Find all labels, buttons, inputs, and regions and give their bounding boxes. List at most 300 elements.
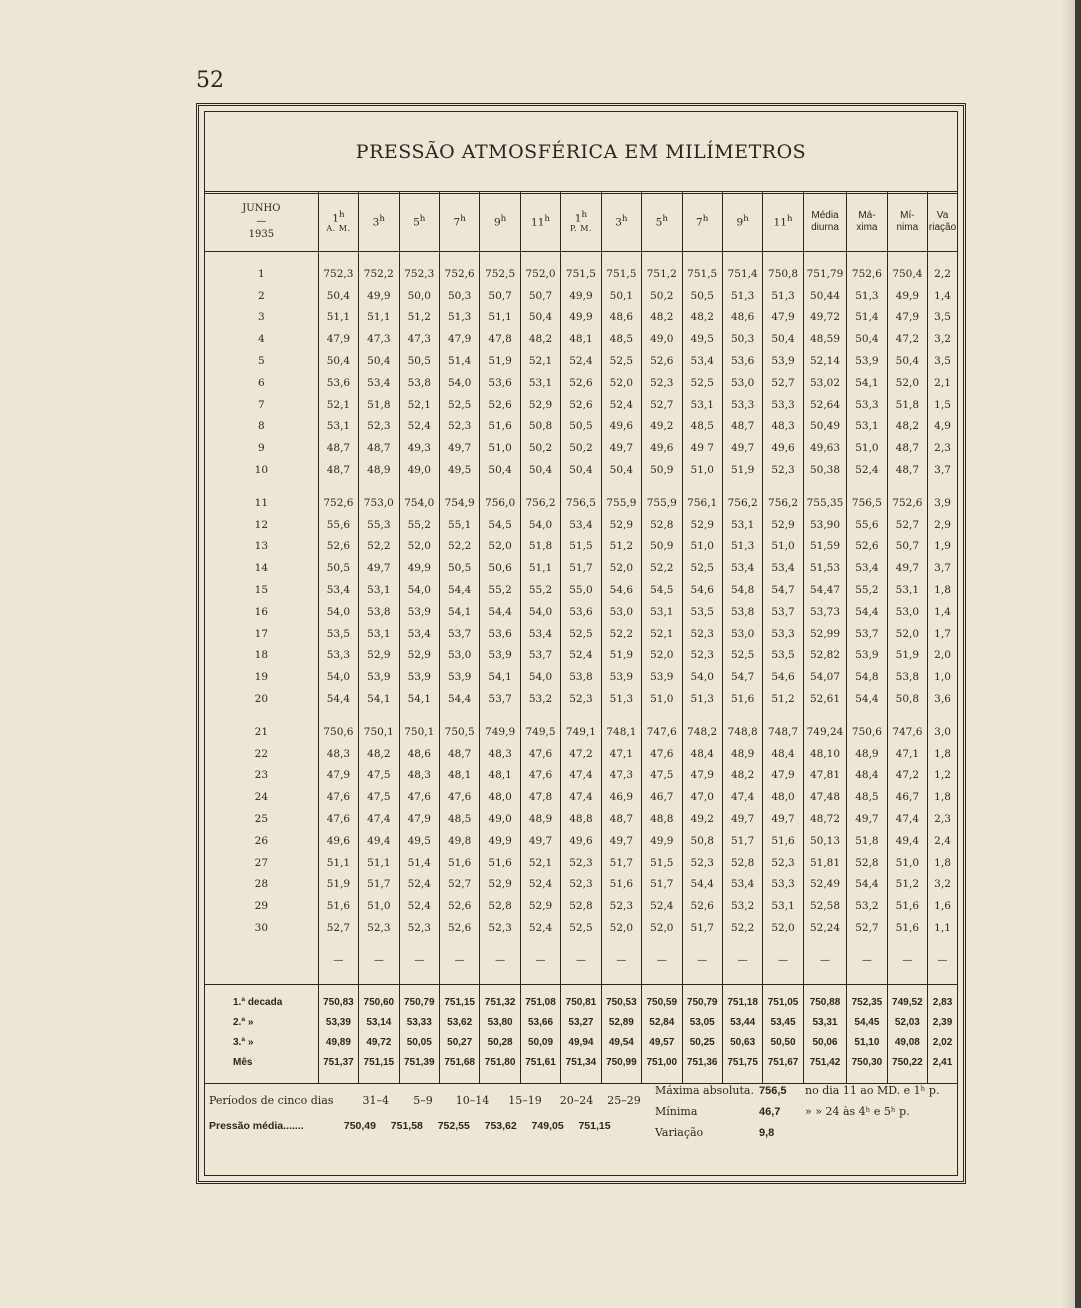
- table-cell: 749,9: [480, 721, 520, 743]
- spacer-cell: [682, 939, 722, 950]
- spacer-cell: [928, 252, 957, 264]
- table-cell: 48,7: [887, 437, 927, 459]
- table-cell: 48,8: [561, 808, 601, 830]
- spacer-cell: [399, 710, 439, 721]
- table-cell: 53,6: [480, 623, 520, 645]
- table-row: [205, 623, 957, 645]
- spacer-cell: [439, 710, 479, 721]
- table-cell: 3,7: [928, 459, 957, 481]
- table-cell: 52,3: [561, 874, 601, 896]
- table-cell: 53,4: [847, 557, 887, 579]
- table-cell: 47,8: [480, 328, 520, 350]
- table-cell: 50,8: [520, 416, 560, 438]
- table-cell: 52,99: [803, 623, 846, 645]
- spacer-cell: [399, 939, 439, 950]
- table-cell: 52,49: [803, 874, 846, 896]
- table-cell: 49,7: [359, 557, 399, 579]
- table-cell: 52,8: [642, 514, 682, 536]
- table-cell: 51,0: [682, 536, 722, 558]
- pressao-value: 751,15: [578, 1120, 611, 1132]
- extreme-note: no dia 11 ao MD. e 1ʰ p.: [805, 1084, 940, 1097]
- table-cell: 52,2: [439, 536, 479, 558]
- table-cell: 53,9: [480, 645, 520, 667]
- table-cell: 53,4: [318, 579, 358, 601]
- table-cell: 54,4: [439, 688, 479, 710]
- table-cell: 52,7: [847, 917, 887, 939]
- table-cell: 53,1: [682, 394, 722, 416]
- hour-header: 11$^h$: [520, 192, 560, 252]
- table-cell: 53,3: [763, 394, 803, 416]
- table-cell: 47,6: [318, 808, 358, 830]
- table-cell: 53,1: [763, 895, 803, 917]
- table-cell: 753,0: [359, 492, 399, 514]
- summary-value: 751,42: [803, 1053, 846, 1073]
- dash-cell: —: [318, 950, 358, 972]
- table-cell: 51,6: [601, 874, 641, 896]
- table-cell: 756,2: [763, 492, 803, 514]
- table-cell: 52,9: [601, 514, 641, 536]
- day-number: 12: [254, 518, 269, 531]
- table-cell: 1,8: [928, 852, 957, 874]
- table-cell: 53,7: [480, 688, 520, 710]
- table-cell: 1,8: [928, 579, 957, 601]
- table-cell: 52,6: [561, 394, 601, 416]
- table-cell: 52,8: [480, 895, 520, 917]
- table-cell: 50,4: [318, 285, 358, 307]
- table-cell: 47,2: [887, 328, 927, 350]
- table-cell: 49,7: [601, 830, 641, 852]
- table-cell: 51,0: [682, 459, 722, 481]
- table-cell: 52,61: [803, 688, 846, 710]
- table-cell: 3,7: [928, 557, 957, 579]
- summary-value: 51,10: [847, 1033, 887, 1053]
- table-cell: 52,3: [561, 852, 601, 874]
- summary-value: 53,27: [561, 1013, 601, 1033]
- table-cell: 48,2: [887, 416, 927, 438]
- table-cell: 50,8: [887, 688, 927, 710]
- summary-value: 751,08: [520, 993, 560, 1013]
- summary-value: 53,39: [318, 1013, 358, 1033]
- table-cell: 3,6: [928, 688, 957, 710]
- table-cell: 47,9: [763, 307, 803, 329]
- extreme-note: » » 24 às 4ʰ e 5ʰ p.: [805, 1105, 910, 1118]
- table-cell: 47,9: [399, 808, 439, 830]
- spacer-cell: [847, 252, 887, 264]
- day-number: 27: [254, 856, 269, 869]
- table-cell: 52,0: [480, 536, 520, 558]
- table-cell: 52,6: [480, 394, 520, 416]
- summary-value: 50,06: [803, 1033, 846, 1053]
- table-cell: 50,4: [520, 307, 560, 329]
- table-cell: 51,3: [847, 285, 887, 307]
- table-cell: 51,9: [318, 874, 358, 896]
- table-cell: 52,3: [561, 688, 601, 710]
- table-cell: 53,9: [399, 601, 439, 623]
- table-cell: 50,7: [520, 285, 560, 307]
- table-cell: 51,1: [318, 852, 358, 874]
- day-number: 4: [258, 333, 265, 346]
- table-cell: 47,3: [359, 328, 399, 350]
- spacer-cell: [480, 972, 520, 985]
- table-cell: 48,6: [601, 307, 641, 329]
- table-cell: 49,2: [642, 416, 682, 438]
- spacer-cell: [887, 939, 927, 950]
- dash-cell: —: [480, 950, 520, 972]
- table-row: [205, 579, 957, 601]
- table-cell: 52,0: [601, 917, 641, 939]
- table-row: [205, 765, 957, 787]
- spacer-cell: [601, 984, 641, 993]
- summary-value: 751,00: [642, 1053, 682, 1073]
- table-cell: 52,6: [847, 536, 887, 558]
- table-cell: 47,81: [803, 765, 846, 787]
- table-cell: 53,4: [399, 623, 439, 645]
- table-cell: 2,2: [928, 263, 957, 285]
- table-cell: 53,0: [601, 601, 641, 623]
- maxima-header: Má- xima: [847, 192, 887, 252]
- table-cell: 51,8: [520, 536, 560, 558]
- table-cell: 54,4: [480, 601, 520, 623]
- table-cell: 755,9: [601, 492, 641, 514]
- table-cell: 51,1: [359, 852, 399, 874]
- table-cell: 52,9: [520, 895, 560, 917]
- spacer-cell: [722, 481, 762, 492]
- spacer-cell: [682, 710, 722, 721]
- table-cell: 750,8: [763, 263, 803, 285]
- spacer-cell: [205, 939, 318, 950]
- spacer-cell: [722, 984, 762, 993]
- separator-row: [205, 972, 957, 985]
- table-cell: 747,6: [887, 721, 927, 743]
- spacer-cell: [439, 972, 479, 985]
- table-cell: 748,1: [601, 721, 641, 743]
- spacer-cell: [205, 481, 318, 492]
- table-cell: 53,1: [722, 514, 762, 536]
- periods-label: Períodos de cinco dias: [209, 1094, 334, 1107]
- spacer-cell: [439, 252, 479, 264]
- table-cell: 47,6: [318, 786, 358, 808]
- spacer-row: [205, 984, 957, 993]
- summary-value: 751,15: [359, 1053, 399, 1073]
- table-cell: 55,3: [359, 514, 399, 536]
- table-cell: 52,9: [682, 514, 722, 536]
- spacer-cell: [847, 972, 887, 985]
- summary-value: 52,89: [601, 1013, 641, 1033]
- table-cell: 751,2: [642, 263, 682, 285]
- day-number: 23: [254, 769, 269, 782]
- table-cell: 48,6: [722, 307, 762, 329]
- table-cell: 2,3: [928, 808, 957, 830]
- table-row: [205, 372, 957, 394]
- table-cell: 50,5: [399, 350, 439, 372]
- table-cell: 752,6: [439, 263, 479, 285]
- summary-value: 752,35: [847, 993, 887, 1013]
- table-cell: 50,4: [763, 328, 803, 350]
- table-cell: 50,4: [887, 350, 927, 372]
- table-cell: 52,2: [642, 557, 682, 579]
- table-cell: 53,8: [722, 601, 762, 623]
- table-cell: 52,5: [439, 394, 479, 416]
- table-cell: 54,0: [399, 579, 439, 601]
- table-cell: 752,3: [318, 263, 358, 285]
- table-cell: 48,3: [399, 765, 439, 787]
- table-cell: 51,3: [763, 285, 803, 307]
- table-cell: 3,0: [928, 721, 957, 743]
- table-cell: 752,0: [520, 263, 560, 285]
- table-cell: 52,3: [763, 459, 803, 481]
- table-cell: 52,4: [399, 874, 439, 896]
- table-cell: 54,4: [847, 688, 887, 710]
- spacer-cell: [480, 939, 520, 950]
- table-cell: 51,0: [642, 688, 682, 710]
- table-row: [205, 830, 957, 852]
- dash-cell: —: [359, 950, 399, 972]
- summary-value: 750,88: [803, 993, 846, 1013]
- table-cell: 53,2: [722, 895, 762, 917]
- table-row: [205, 394, 957, 416]
- summary-value: 50,25: [682, 1033, 722, 1053]
- table-row: [205, 285, 957, 307]
- table-cell: 47,48: [803, 786, 846, 808]
- spacer-row: [205, 252, 957, 264]
- spacer-cell: [763, 984, 803, 993]
- table-cell: 51,1: [520, 557, 560, 579]
- table-cell: 52,1: [642, 623, 682, 645]
- day-number: 2: [258, 289, 265, 302]
- table-cell: 48,5: [682, 416, 722, 438]
- table-cell: 756,0: [480, 492, 520, 514]
- table-cell: 48,7: [318, 459, 358, 481]
- table-cell: 51,5: [642, 852, 682, 874]
- spacer-cell: [520, 984, 560, 993]
- table-cell: 48,0: [763, 786, 803, 808]
- spacer-cell: [205, 252, 318, 264]
- table-cell: 49,9: [359, 285, 399, 307]
- table-cell: 55,6: [847, 514, 887, 536]
- spacer-cell: [359, 481, 399, 492]
- table-cell: 52,5: [601, 350, 641, 372]
- table-cell: 53,3: [847, 394, 887, 416]
- table-cell: 50,2: [561, 437, 601, 459]
- table-cell: 53,1: [847, 416, 887, 438]
- table-cell: 53,3: [763, 874, 803, 896]
- table-cell: 52,3: [399, 917, 439, 939]
- table-cell: 51,3: [601, 688, 641, 710]
- period-item: 10–14: [455, 1094, 490, 1107]
- table-row: [205, 895, 957, 917]
- table-cell: 54,0: [318, 601, 358, 623]
- table-cell: 52,9: [763, 514, 803, 536]
- dash-cell: —: [439, 950, 479, 972]
- table-cell: 2,4: [928, 830, 957, 852]
- table-cell: 50,7: [480, 285, 520, 307]
- table-cell: 51,3: [722, 536, 762, 558]
- table-cell: 53,9: [763, 350, 803, 372]
- table-row: [205, 688, 957, 710]
- table-cell: 751,5: [682, 263, 722, 285]
- spacer-cell: [399, 984, 439, 993]
- table-cell: 54,4: [318, 688, 358, 710]
- table-row: [205, 536, 957, 558]
- hour-header: 7$^h$: [439, 192, 479, 252]
- dash-cell: —: [803, 950, 846, 972]
- summary-label: 3.ª »: [233, 1037, 254, 1049]
- extreme-label: Mínima: [655, 1105, 698, 1118]
- table-cell: 47,9: [318, 765, 358, 787]
- period-item: 15–19: [508, 1094, 542, 1107]
- table-row: [205, 666, 957, 688]
- table-cell: 50,44: [803, 285, 846, 307]
- spacer-cell: [847, 710, 887, 721]
- table-cell: 52,64: [803, 394, 846, 416]
- table-cell: 49,5: [399, 830, 439, 852]
- table-cell: 49,7: [722, 437, 762, 459]
- summary-row: [205, 1033, 957, 1053]
- table-cell: 54,0: [318, 666, 358, 688]
- table-cell: 3,5: [928, 307, 957, 329]
- table-cell: 54,4: [847, 601, 887, 623]
- table-cell: 54,4: [439, 579, 479, 601]
- table-cell: 52,2: [722, 917, 762, 939]
- table-cell: 52,2: [359, 536, 399, 558]
- table-cell: 52,4: [561, 350, 601, 372]
- table-cell: 55,2: [480, 579, 520, 601]
- table-cell: 54,1: [480, 666, 520, 688]
- table-cell: 52,5: [722, 645, 762, 667]
- summary-value: 750,83: [318, 993, 358, 1013]
- table-cell: 49,7: [887, 557, 927, 579]
- spacer-cell: [359, 939, 399, 950]
- table-cell: 1,8: [928, 743, 957, 765]
- summary-value: 751,32: [480, 993, 520, 1013]
- spacer-cell: [803, 252, 846, 264]
- table-cell: 52,8: [561, 895, 601, 917]
- table-cell: 48,7: [439, 743, 479, 765]
- spacer-cell: [763, 481, 803, 492]
- table-cell: 48,10: [803, 743, 846, 765]
- table-cell: 54,1: [359, 688, 399, 710]
- table-cell: 50,6: [480, 557, 520, 579]
- spacer-cell: [722, 939, 762, 950]
- table-cell: 52,3: [439, 416, 479, 438]
- table-cell: 48,1: [480, 765, 520, 787]
- table-cell: 52,9: [399, 645, 439, 667]
- table-cell: 750,1: [359, 721, 399, 743]
- table-cell: 53,6: [722, 350, 762, 372]
- table-cell: 50,5: [682, 285, 722, 307]
- table-cell: 755,35: [803, 492, 846, 514]
- table-cell: 53,8: [359, 601, 399, 623]
- table-cell: 48,5: [439, 808, 479, 830]
- table-cell: 51,6: [318, 895, 358, 917]
- table-cell: 51,9: [722, 459, 762, 481]
- table-cell: 48,2: [520, 328, 560, 350]
- dash-cell: —: [561, 950, 601, 972]
- summary-label: 1.ª decada: [233, 997, 283, 1009]
- table-cell: 48,9: [520, 808, 560, 830]
- table-cell: 47,4: [722, 786, 762, 808]
- table-cell: 51,6: [480, 416, 520, 438]
- table-cell: 54,0: [520, 666, 560, 688]
- table-cell: 52,7: [887, 514, 927, 536]
- table-cell: 47,2: [887, 765, 927, 787]
- table-cell: 47,8: [520, 786, 560, 808]
- table-row: [205, 601, 957, 623]
- table-cell: 53,1: [642, 601, 682, 623]
- table-cell: 2,0: [928, 645, 957, 667]
- pressao-value: 752,55: [437, 1120, 470, 1132]
- table-row: [205, 437, 957, 459]
- table-cell: 47,0: [682, 786, 722, 808]
- table-cell: 53,7: [520, 645, 560, 667]
- table-cell: 47,3: [399, 328, 439, 350]
- hour-header: 9$^h$: [722, 192, 762, 252]
- table-cell: 51,7: [722, 830, 762, 852]
- hour-header: 5$^h$: [399, 192, 439, 252]
- spacer-cell: [682, 972, 722, 985]
- table-cell: 52,2: [601, 623, 641, 645]
- table-cell: 53,1: [887, 579, 927, 601]
- table-cell: 49,9: [561, 307, 601, 329]
- table-cell: 1,6: [928, 895, 957, 917]
- table-row: [205, 743, 957, 765]
- table-cell: 53,8: [887, 666, 927, 688]
- spacer-cell: [803, 984, 846, 993]
- spacer-cell: [520, 252, 560, 264]
- spacer-cell: [887, 984, 927, 993]
- table-cell: 46,7: [887, 786, 927, 808]
- table-cell: 52,5: [682, 557, 722, 579]
- table-cell: 1,1: [928, 917, 957, 939]
- table-cell: 748,7: [763, 721, 803, 743]
- table-cell: 52,82: [803, 645, 846, 667]
- table-cell: 53,9: [399, 666, 439, 688]
- spacer-cell: [561, 939, 601, 950]
- day-number: 21: [254, 725, 269, 738]
- day-number: 15: [254, 584, 269, 597]
- spacer-cell: [318, 481, 358, 492]
- table-cell: 47,5: [359, 786, 399, 808]
- table-cell: 55,2: [847, 579, 887, 601]
- table-cell: 51,1: [359, 307, 399, 329]
- table-row: [205, 350, 957, 372]
- table-cell: 49,9: [480, 830, 520, 852]
- table-cell: 53,4: [682, 350, 722, 372]
- table-cell: 49,7: [722, 808, 762, 830]
- table-row: [205, 514, 957, 536]
- table-cell: 52,6: [682, 895, 722, 917]
- table-cell: 3,9: [928, 492, 957, 514]
- table-cell: 754,9: [439, 492, 479, 514]
- day-number: 10: [254, 464, 269, 477]
- table-cell: 750,5: [439, 721, 479, 743]
- extreme-row: [655, 1080, 939, 1101]
- spacer-cell: [205, 972, 318, 985]
- table-cell: 48,7: [601, 808, 641, 830]
- table-cell: 51,1: [480, 307, 520, 329]
- table-cell: 49,6: [318, 830, 358, 852]
- table-cell: 53,9: [601, 666, 641, 688]
- table-cell: 49,6: [601, 416, 641, 438]
- extreme-row: [655, 1122, 939, 1143]
- table-cell: 53,5: [682, 601, 722, 623]
- table-row: [205, 645, 957, 667]
- table-cell: 51,9: [480, 350, 520, 372]
- table-cell: 48,2: [642, 307, 682, 329]
- spacer-cell: [928, 481, 957, 492]
- pressao-value: 750,49: [343, 1120, 376, 1132]
- day-number: 29: [254, 900, 269, 913]
